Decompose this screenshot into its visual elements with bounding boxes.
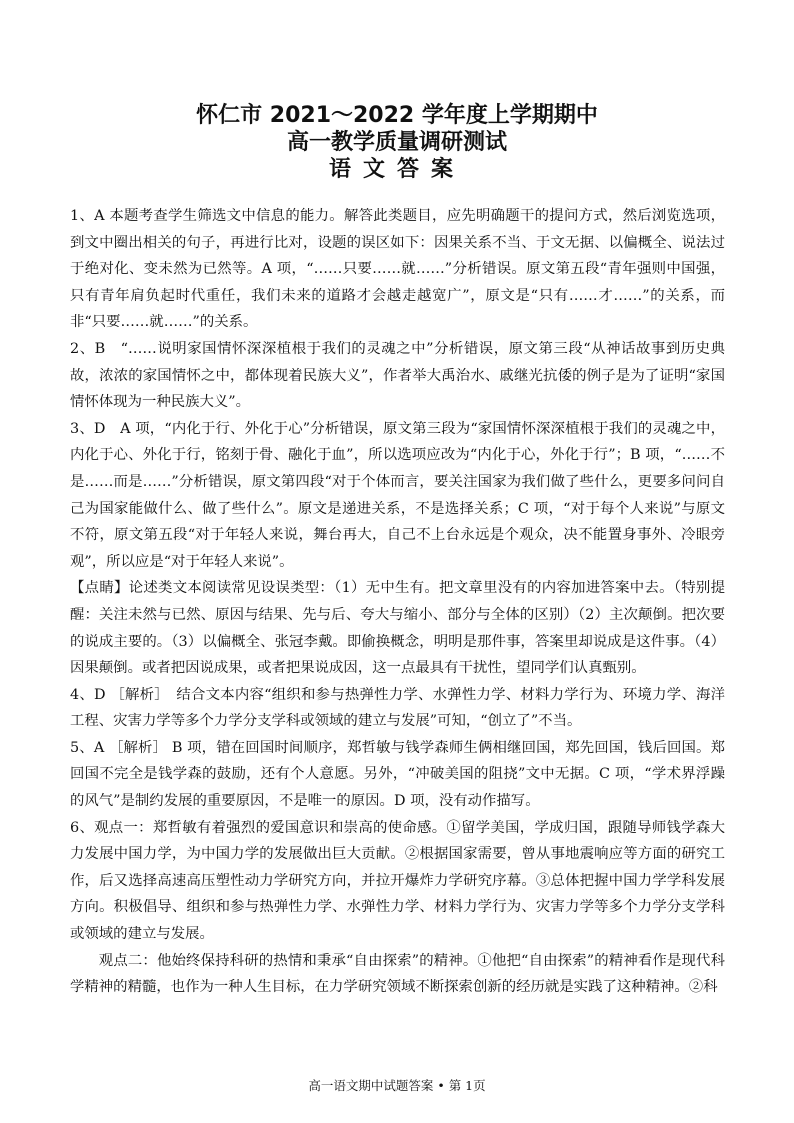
answer-heading: 语文答案 xyxy=(328,157,465,182)
answer-6-view-2: 观点二：他始终保持科研的热情和秉承“自由探索”的精神。①他把“自由探索”的精神看作是现代科学精神的精髓，也作为一种人生目标，在力学研究领域不断探索创新的经历就是实践了这种精神。②科 xyxy=(70,952,725,996)
answer-1: 1、A 本题考查学生筛选文中信息的能力。解答此类题目，应先明确题干的提问方式，然后浏览选项，到文中圈出相关的句子，再进行比对，设题的误区如下：因果关系不当、于文无据、以偏概全、说法过于绝对化、变未然为已然等。A 项，“……只要……就……”分析错误。原文第五段“青年强则中国强，只有青年肩负起时代重任，我们未来的道路才会越走越宽广”，原文是“只有……才……”的关系，而非“只要……就……”的关系。 xyxy=(70,208,725,331)
page-footer: 高一语文期中试题答案 • 第 1页 xyxy=(308,1078,486,1093)
exam-title: 怀仁市 2021～2022 学年度上学期期中 xyxy=(196,103,598,128)
answer-2: 2、B “……说明家国情怀深深植根于我们的灵魂之中”分析错误，原文第三段“从神话故事到历史典故，浓浓的家国情怀之中，都体现着民族大义”，作者举大禹治水、戚继光抗倭的例子是为了证明“家国情怀体现为一种民族大义”。 xyxy=(70,340,725,411)
answer-4: 4、D ［解析］ 结合文本内容“组织和参与热弹性力学、水弹性力学、材料力学行为、环境力学、海洋工程、灾害力学等多个力学分支学科或领域的建立与发展”可知，“创立了”不当。 xyxy=(70,686,725,730)
answer-3: 3、D A 项，“内化于行、外化于心”分析错误，原文第三段为“家国情怀深深植根于我们的灵魂之中，内化于心、外化于行，铭刻于骨、融化于血”，所以选项应改为“内化于心，外化于行”；B 项，“……不是……而是……”分析错误，原文第四段“对于个体而言，要关注国家为我们做了些什么，更要多问问自己为国家能做什么、做了些什么”。原文是递进关系，不是选择关系；C 项，“对于每个人来说”与原文不符，原文第五段“对于年轻人来说，舞台再大，自己不上台永远是个观众，决不能置身事外、冷眼旁观”，所以应是“对于年轻人来说”。 xyxy=(70,420,725,570)
tip-note: 【点睛】论述类文本阅读常见设误类型：（1）无中生有。把文章里没有的内容加进答案中去。（特别提醒：关注未然与已然、原因与结果、先与后、夸大与缩小、部分与全体的区别）（2）主次颠倒。把次要的说成主要的。（3）以偏概全、张冠李戴。即偷换概念，明明是那件事，答案里却说成是这件事。（4）因果颠倒。或者把因说成果，或者把果说成因，这一点最具有干扰性，望同学们认真甄别。 xyxy=(70,580,725,677)
answer-6-view-1: 6、观点一：郑哲敏有着强烈的爱国意识和崇高的使命感。①留学美国，学成归国，跟随导师钱学森大力发展中国力学，为中国力学的发展做出巨大贡献。②根据国家需要，曾从事地震响应等方面的研究工作，后又选择高速高压塑性动力学研究方向，并拉开爆炸力学研究序幕。③总体把握中国力学学科发展方向。积极倡导、组织和参与热弹性力学、水弹性力学、材料力学行为、灾害力学等多个力学分支学科或领域的建立与发展。 xyxy=(70,819,725,943)
answer-5: 5、A ［解析］ B 项，错在回国时间顺序，郑哲敏与钱学森师生俩相继回国，郑先回国，钱后回国。郑回国不完全是钱学森的鼓励，还有个人意愿。另外，“冲破美国的阻挠”文中无据。C 项，“学术界浮躁的风气”是制约发展的重要原因，不是唯一的原因。D 项，没有动作描写。 xyxy=(70,739,725,810)
exam-subtitle: 高一教学质量调研测试 xyxy=(286,130,507,155)
answer-body xyxy=(70,203,725,1001)
